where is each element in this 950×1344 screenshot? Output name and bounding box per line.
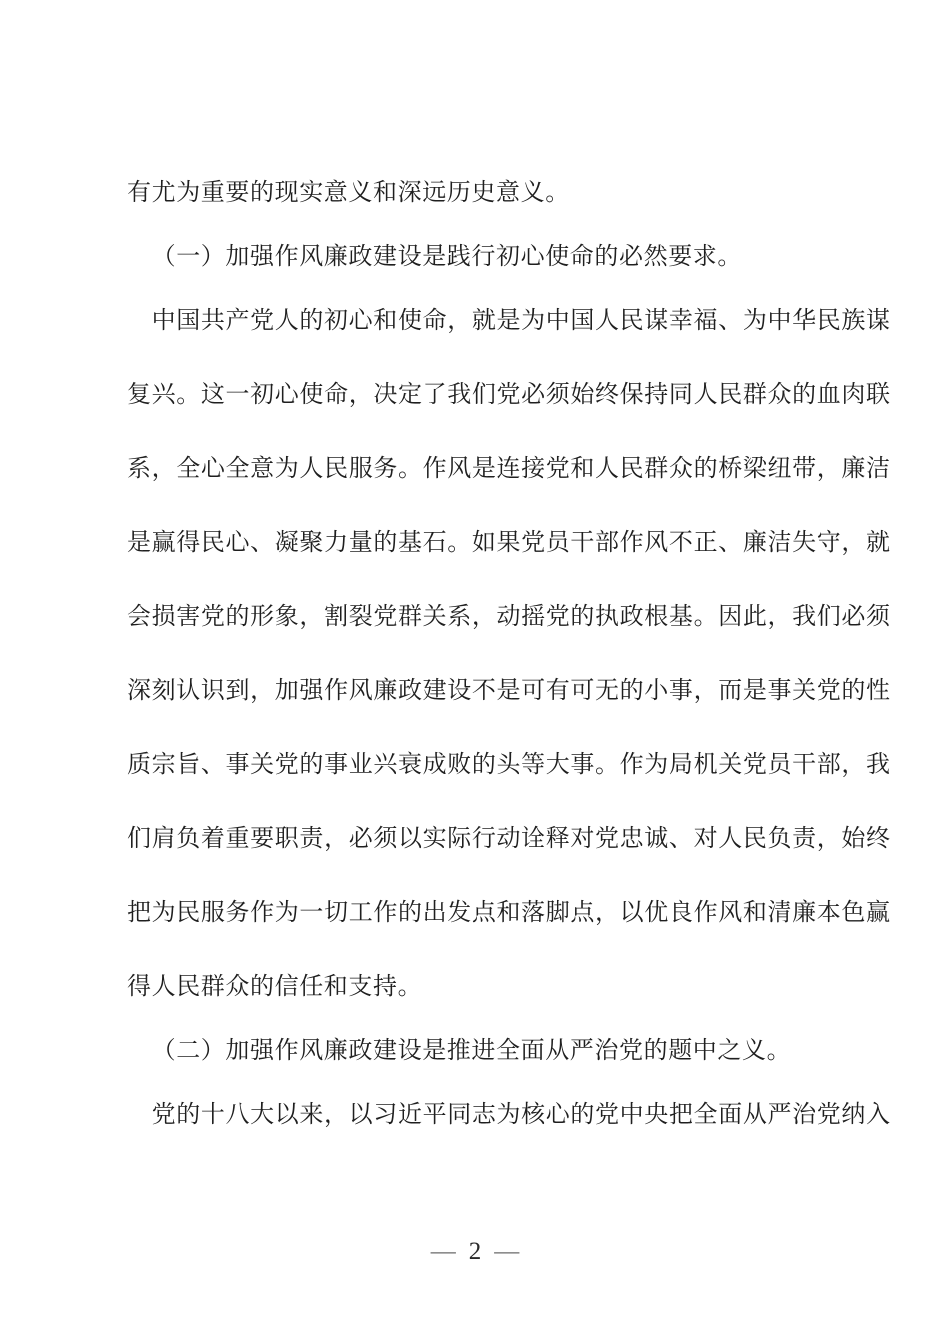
text-line: 得人民群众的信任和支持。 xyxy=(127,974,423,1000)
page-number: 2 xyxy=(468,1238,482,1265)
text-line: 是赢得民心、凝聚力量的基石。如果党员干部作风不正、廉洁失守，就 xyxy=(127,530,890,556)
text-line: 把为民服务作为一切工作的出发点和落脚点，以优良作风和清廉本色赢 xyxy=(127,900,890,926)
text-line: 质宗旨、事关党的事业兴衰成败的头等大事。作为局机关党员干部，我 xyxy=(127,752,890,778)
text-line: 党的十八大以来，以习近平同志为核心的党中央把全面从严治党纳入 xyxy=(151,1102,890,1128)
document-body xyxy=(127,156,890,1152)
footer-dash-right: — xyxy=(494,1238,520,1265)
section-heading: （二）加强作风廉政建设是推进全面从严治党的题中之义。 xyxy=(151,1038,792,1064)
text-line: 们肩负着重要职责，必须以实际行动诠释对党忠诚、对人民负责，始终 xyxy=(127,826,890,852)
footer-dash-left: — xyxy=(430,1238,456,1265)
text-line: 中国共产党人的初心和使命，就是为中国人民谋幸福、为中华民族谋 xyxy=(151,308,890,334)
text-line: 复兴。这一初心使命，决定了我们党必须始终保持同人民群众的血肉联 xyxy=(127,382,890,408)
text-line: 有尤为重要的现实意义和深远历史意义。 xyxy=(127,180,570,206)
section-heading: （一）加强作风廉政建设是践行初心使命的必然要求。 xyxy=(151,244,742,270)
page-footer xyxy=(0,1237,950,1267)
text-line: 深刻认识到，加强作风廉政建设不是可有可无的小事，而是事关党的性 xyxy=(127,678,890,704)
text-line: 会损害党的形象，割裂党群关系，动摇党的执政根基。因此，我们必须 xyxy=(127,604,890,630)
text-line: 系，全心全意为人民服务。作风是连接党和人民群众的桥梁纽带，廉洁 xyxy=(127,456,890,482)
